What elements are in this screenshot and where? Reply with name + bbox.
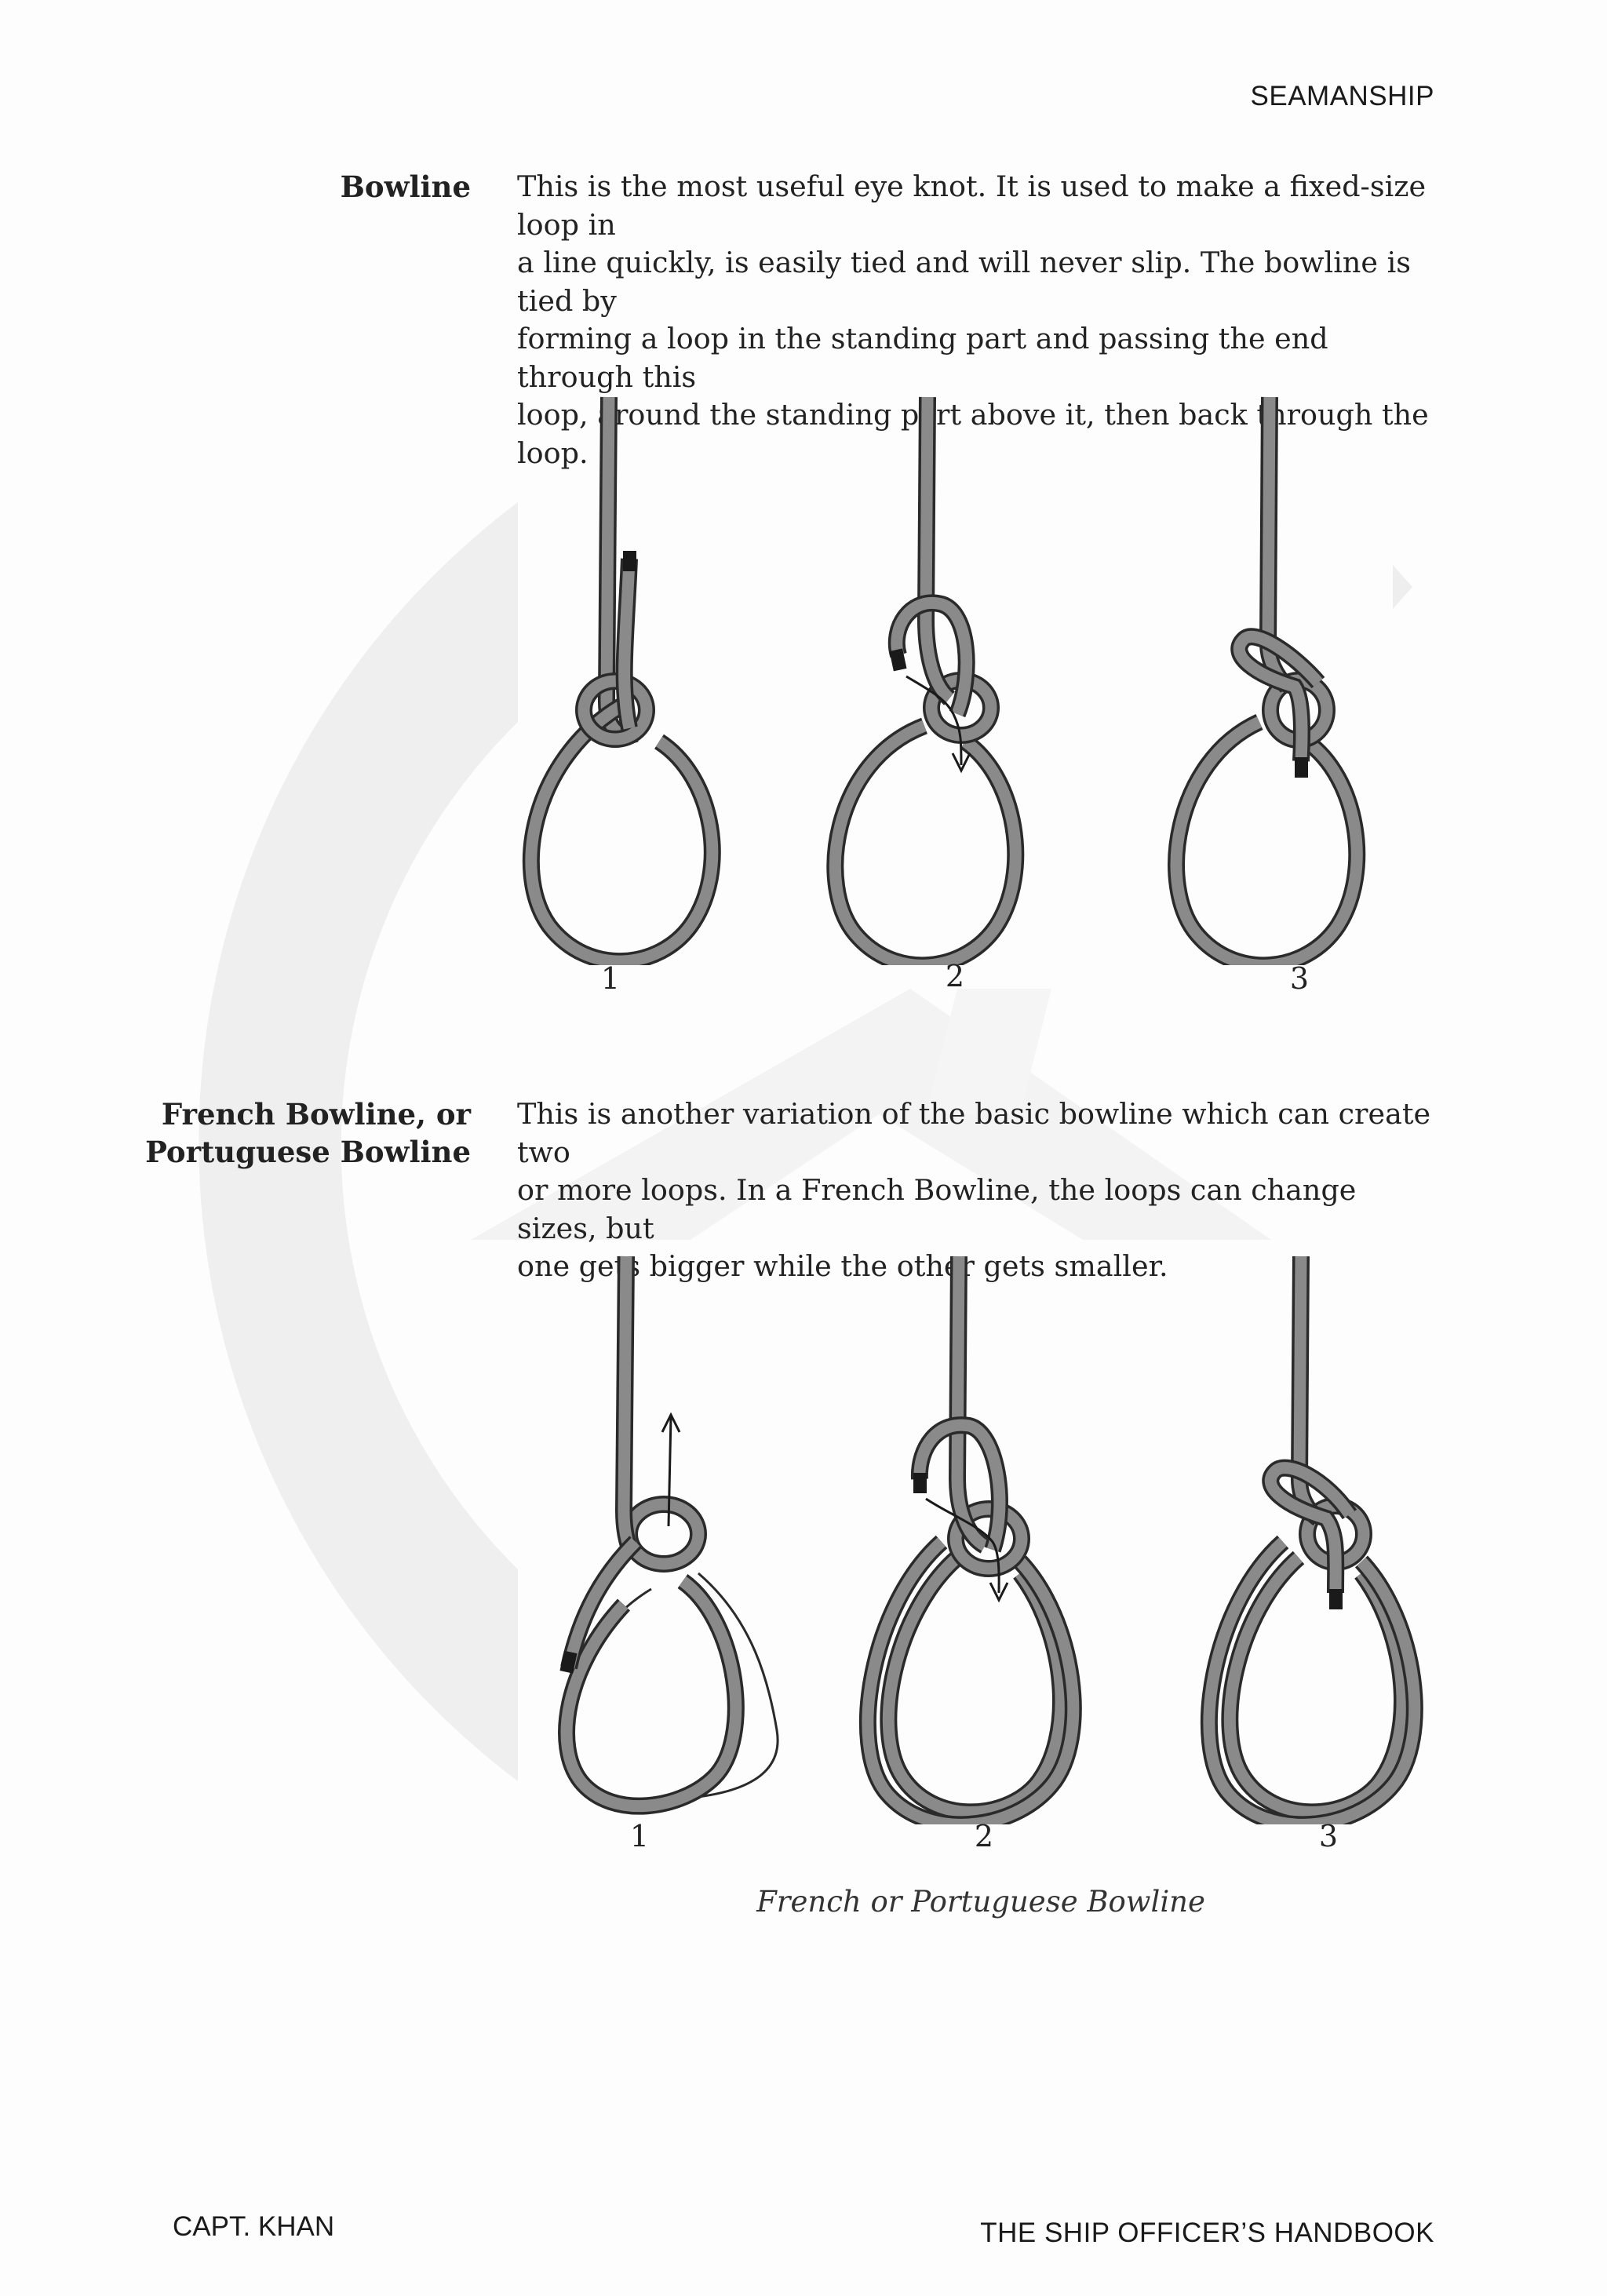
running-header: SEAMANSHIP (1250, 81, 1434, 111)
figure-number: 2 (974, 1819, 994, 1853)
text-line: a line quickly, is easily tied and will never slip. The bowline is tied by (517, 246, 1411, 318)
figure-number: 3 (1289, 961, 1310, 996)
footer-author: CAPT. KHAN (173, 2211, 335, 2242)
figure-number: 1 (600, 961, 621, 996)
section-heading-french-bowline (110, 1095, 471, 1171)
heading-line: Bowline (340, 169, 471, 204)
bowline-figures (502, 384, 1444, 965)
text-line: This is the most useful eye knot. It is used to make a fixed-size loop in (517, 169, 1427, 242)
bowline-step-3-illustration (1176, 397, 1357, 965)
text-line: forming a loop in the standing part and passing the end through this (517, 322, 1328, 394)
text-line: one gets bigger while the other gets smaller. (517, 1249, 1168, 1283)
french-bowline-step-3-illustration (1209, 1256, 1415, 1824)
footer-book-title: THE SHIP OFFICER’S HANDBOOK (980, 2218, 1434, 2248)
section-heading-bowline (110, 168, 471, 206)
bowline-step-2-illustration (835, 397, 1015, 965)
text-line: loop, around the standing part above it, then back through the loop. (517, 398, 1429, 470)
french-bowline-step-1-illustration (559, 1256, 778, 1806)
figure-caption: French or Portuguese Bowline (756, 1885, 1205, 1919)
figure-number: 3 (1318, 1819, 1339, 1853)
french-bowline-step-2-illustration (868, 1256, 1073, 1824)
heading-line: Portuguese Bowline (145, 1135, 471, 1169)
text-line: or more loops. In a French Bowline, the loops can change sizes, but (517, 1173, 1357, 1245)
bowline-step-1-illustration (531, 397, 712, 961)
figure-number: 2 (945, 959, 965, 993)
text-line: This is another variation of the basic bowline which can create two (517, 1097, 1431, 1169)
french-bowline-figures (534, 1244, 1475, 1824)
figure-number: 1 (629, 1819, 650, 1853)
heading-line: French Bowline, or (161, 1097, 471, 1132)
